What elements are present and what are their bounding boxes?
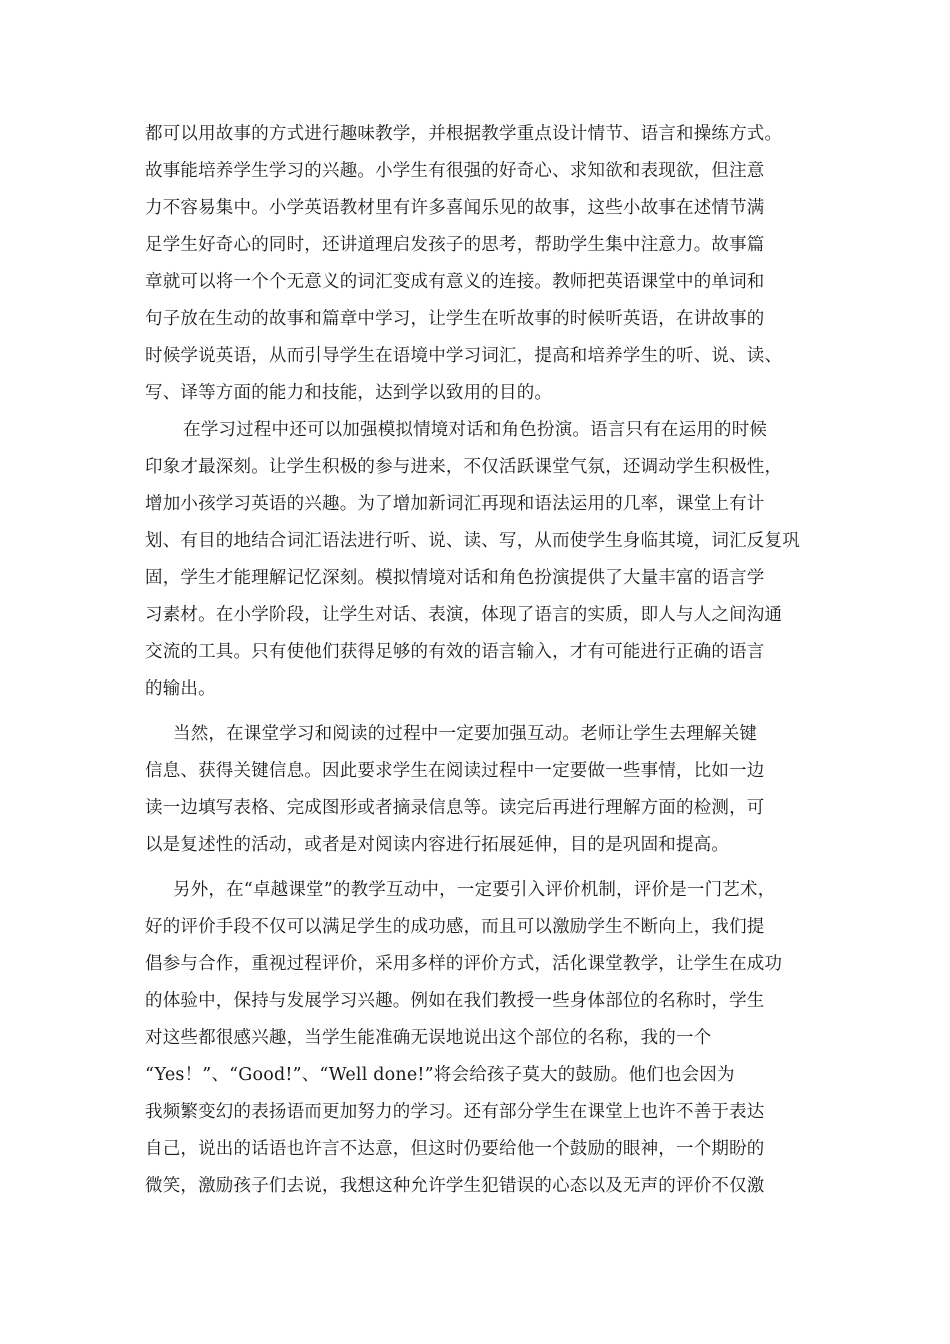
paragraph-line: 读一边填写表格、完成图形或者摘录信息等。读完后再进行理解方面的检测，可 [145, 798, 765, 818]
paragraph-line: 在学习过程中还可以加强模拟情境对话和角色扮演。语言只有在运用的时候 [183, 420, 768, 440]
paragraph-line: 故事能培养学生学习的兴趣。小学生有很强的好奇心、求知欲和表现欲，但注意 [145, 161, 765, 181]
paragraph-line: 力不容易集中。小学英语教材里有许多喜闻乐见的故事，这些小故事在述情节满 [145, 198, 765, 218]
paragraph-3 [145, 716, 810, 864]
paragraph-line: 足学生好奇心的同时，还讲道理启发孩子的思考，帮助学生集中注意力。故事篇 [145, 235, 765, 255]
paragraph-line: 微笑，激励孩子们去说，我想这种允许学生犯错误的心态以及无声的评价不仅激 [145, 1176, 765, 1196]
paragraph-1 [145, 116, 810, 412]
paragraph-line: 固，学生才能理解记忆深刻。模拟情境对话和角色扮演提供了大量丰富的语言学 [145, 568, 765, 588]
paragraph-line: 倡参与合作，重视过程评价，采用多样的评价方式，活化课堂教学，让学生在成功 [145, 954, 783, 974]
paragraph-line: 交流的工具。只有使他们获得足够的有效的语言输入，才有可能进行正确的语言 [145, 642, 765, 662]
paragraph-line: 写、译等方面的能力和技能，达到学以致用的目的。 [145, 383, 553, 403]
paragraph-line: 增加小孩学习英语的兴趣。为了增加新词汇再现和语法运用的几率，课堂上有计 [145, 494, 765, 514]
paragraph-2 [145, 412, 810, 708]
paragraph-line: 句子放在生动的故事和篇章中学习，让学生在听故事的时候听英语，在讲故事的 [145, 309, 765, 329]
paragraph-line: 时候学说英语，从而引导学生在语境中学习词汇，提高和培养学生的听、说、读、 [145, 346, 783, 366]
paragraph-line: 都可以用故事的方式进行趣味教学，并根据教学重点设计情节、语言和操练方式。 [145, 124, 783, 144]
paragraph-line: 印象才最深刻。让学生积极的参与进来，不仅活跃课堂气氛，还调动学生积极性， [145, 457, 783, 477]
paragraph-line: 划、有目的地结合词汇语法进行听、说、读、写，从而使学生身临其境，词汇反复巩 [145, 531, 800, 551]
paragraph-line: 信息、获得关键信息。因此要求学生在阅读过程中一定要做一些事情，比如一边 [145, 761, 765, 781]
paragraph-line: 的输出。 [145, 679, 216, 699]
paragraph-line: 我频繁变幻的表扬语而更加努力的学习。还有部分学生在课堂上也许不善于表达 [145, 1102, 765, 1122]
document-body [145, 116, 810, 1205]
paragraph-line: 习素材。在小学阶段，让学生对话、表演，体现了语言的实质，即人与人之间沟通 [145, 605, 783, 625]
paragraph-line: 另外，在“卓越课堂”的教学互动中，一定要引入评价机制，评价是一门艺术， [173, 880, 776, 900]
paragraph-line: 以是复述性的活动，或者是对阅读内容进行拓展延伸，目的是巩固和提高。 [145, 835, 730, 855]
paragraph-line: 当然，在课堂学习和阅读的过程中一定要加强互动。老师让学生去理解关键 [173, 724, 758, 744]
paragraph-line: “Yes！”、“Good!”、“Well done!”将会给孩子莫大的鼓励。他们也会因为 [145, 1065, 735, 1085]
paragraph-line: 章就可以将一个个无意义的词汇变成有意义的连接。教师把英语课堂中的单词和 [145, 272, 765, 292]
paragraph-line: 好的评价手段不仅可以满足学生的成功感，而且可以激励学生不断向上，我们提 [145, 917, 765, 937]
paragraph-line: 对这些都很感兴趣，当学生能准确无误地说出这个部位的名称，我的一个 [145, 1028, 712, 1048]
paragraph-line: 的体验中，保持与发展学习兴趣。例如在我们教授一些身体部位的名称时，学生 [145, 991, 765, 1011]
paragraph-line: 自己，说出的话语也许言不达意，但这时仍要给他一个鼓励的眼神，一个期盼的 [145, 1139, 765, 1159]
paragraph-4 [145, 872, 810, 1205]
